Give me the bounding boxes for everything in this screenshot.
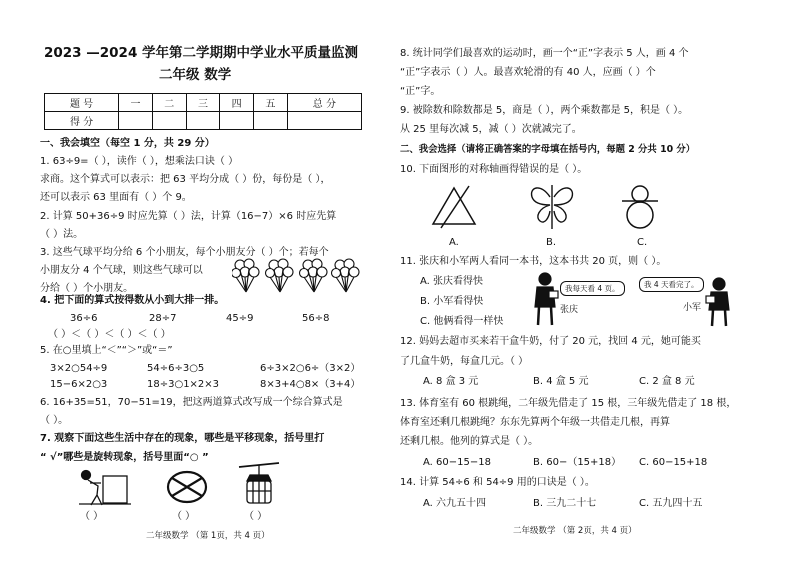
snowman-icon — [620, 181, 660, 233]
q14-option: A. 六九五十四 — [423, 498, 487, 509]
q5-item: 54÷6÷3○5 — [147, 363, 205, 374]
page-footer: 二年级数学 （第 2页，共 4 页） — [513, 526, 637, 536]
triangle-icon — [429, 184, 479, 230]
q11-option: C. 他俩看得一样快 — [420, 316, 504, 327]
q4-expr: 28÷7 — [149, 313, 177, 324]
score-header-cell: 二 — [152, 94, 186, 112]
q3-line: 小朋友分 4 个气球，则这些气球可以 — [40, 265, 203, 276]
score-header-cell: 五 — [254, 94, 288, 112]
q13-option: A. 60−15−18 — [423, 457, 491, 468]
q13-line: 13. 体育室有 60 根跳绳，二年级先借走了 15 根，三年级先借走了 18 根， — [400, 398, 737, 409]
q10-text: 10. 下面图形的对称轴画得错误的是（ ）。 — [400, 164, 588, 175]
q12-line: 12. 妈妈去超市买来若干盒牛奶，付了 20 元，找回 4 元，她可能买 — [400, 336, 701, 347]
q13-line: 还剩几根。他列的算式是（ ）。 — [400, 436, 539, 447]
q9-line: 从 25 里每次减 5，减（ ）次就减完了。 — [400, 124, 582, 135]
score-cell[interactable] — [186, 112, 220, 130]
q9-line: 9. 被除数和除数都是 5，商是（ ），两个乘数都是 5，积是（ ）。 — [400, 105, 689, 116]
cable-car-icon — [237, 461, 281, 507]
q8-line: “正”字表示（ ）人。最喜欢轮滑的有 40 人，应画（ ）个 — [400, 67, 656, 78]
q1-line: 还可以表示 63 里面有（ ）个 9。 — [40, 192, 192, 203]
q5-title: 5. 在○里填上“＜”“＞”或“＝” — [40, 345, 173, 356]
score-table-header-row — [45, 94, 362, 112]
q14-option: B. 三九二十七 — [533, 498, 597, 509]
section-1-title: 一、我会填空（每空 1 分，共 29 分） — [40, 138, 215, 149]
q3-line: 分给（ ）个小朋友。 — [40, 283, 134, 294]
speech-bubble-left: 我每天看 4 页。 — [560, 281, 625, 296]
q12-option: B. 4 盒 5 元 — [533, 376, 589, 387]
name-label-right: 小军 — [683, 303, 702, 313]
q13-option: C. 60−15+18 — [639, 457, 708, 468]
q14-option: C. 五九四十五 — [639, 498, 703, 509]
score-header-cell: 题 号 — [45, 94, 119, 112]
q4-blanks: （ ）＜（ ）＜（ ）＜（ ） — [48, 329, 171, 340]
q6-line: （ ）。 — [40, 415, 69, 426]
right-page — [397, 0, 794, 561]
score-cell[interactable] — [220, 112, 254, 130]
q5-item: 18÷3○1×2×3 — [147, 379, 220, 390]
score-cell[interactable] — [152, 112, 186, 130]
q11-option: A. 张庆看得快 — [420, 276, 484, 287]
speech-bubble-right: 我 4 天看完了。 — [639, 277, 704, 292]
q14-text: 14. 计算 54÷6 和 54÷9 用的口诀是（ ）。 — [400, 477, 595, 488]
section-2-title: 二、我会选择（请将正确答案的字母填在括号内，每题 2 分共 10 分） — [400, 144, 696, 155]
score-header-cell: 四 — [220, 94, 254, 112]
score-cell[interactable] — [254, 112, 288, 130]
q5-item: 6÷3×2○6÷（3×2） — [260, 363, 361, 374]
boy-xiaojun-icon — [705, 276, 733, 328]
fan-icon — [165, 470, 209, 506]
q2-line: 2. 计算 50+36÷9 时应先算（ ）法，计算（16−7）×6 时应先算 — [40, 211, 337, 222]
q8-line: “正”字。 — [400, 86, 441, 97]
q7-answer-blank[interactable]: （ ） — [80, 511, 104, 522]
q7-line: 7. 观察下面这些生活中存在的现象，哪些是平移现象，括号里打 — [40, 433, 325, 444]
q13-line: 体育室还剩几根跳绳？东东先算两个年级一共借走几根，再算 — [400, 417, 670, 428]
q11-text: 11. 张庆和小军两人看同一本书，这本书共 20 页，则（ ）。 — [400, 256, 667, 267]
score-table — [44, 93, 362, 130]
q7-line: “ √”哪些是旋转现象，括号里面“○ ” — [40, 452, 209, 463]
q3-line: 3. 这些气球平均分给 6 个小朋友，每个小朋友分（ ）个；若每个 — [40, 247, 329, 258]
exam-title: 2023 —2024 学年第二学期期中学业水平质量监测 — [44, 45, 359, 61]
q6-line: 6. 16+35=51，70−51=19，把这两道算式改写成一个综合算式是 — [40, 397, 343, 408]
score-cell[interactable] — [119, 112, 153, 130]
q12-option: C. 2 盒 8 元 — [639, 376, 695, 387]
score-cell[interactable] — [287, 112, 361, 130]
q2-line: （ ）法。 — [40, 229, 84, 240]
score-row-label: 得 分 — [45, 112, 119, 130]
page-footer: 二年级数学 （第 1页，共 4 页） — [146, 531, 270, 541]
score-header-cell: 总 分 — [287, 94, 361, 112]
score-header-cell: 一 — [119, 94, 153, 112]
q10-option: C. — [637, 237, 648, 248]
q7-answer-blank[interactable]: （ ） — [172, 511, 196, 522]
q4-expr: 56÷8 — [302, 313, 330, 324]
pushing-box-icon — [75, 467, 135, 507]
q12-line: 了几盒牛奶，每盒几元。（ ） — [400, 356, 529, 367]
q10-option: B. — [546, 237, 557, 248]
q4-expr: 36÷6 — [70, 313, 98, 324]
butterfly-icon — [527, 183, 577, 231]
q1-line: 1. 63÷9=（ ），读作（ ），想乘法口诀（ ） — [40, 156, 239, 167]
q5-item: 8×3+4○8×（3+4） — [260, 379, 361, 390]
q10-option: A. — [449, 237, 459, 248]
q13-option: B. 60−（15+18） — [533, 457, 622, 468]
score-header-cell: 三 — [186, 94, 220, 112]
q8-line: 8. 统计同学们最喜欢的运动时，画一个“正”字表示 5 人，画 4 个 — [400, 48, 689, 59]
q1-line: 求商。这个算式可以表示：把 63 平均分成（ ）份，每份是（ ）， — [40, 174, 331, 185]
q12-option: A. 8 盒 3 元 — [423, 376, 479, 387]
q5-item: 3×2○54÷9 — [50, 363, 108, 374]
boy-zhangqing-icon — [531, 271, 559, 327]
name-label-left: 张庆 — [560, 305, 579, 315]
q11-option: B. 小军看得快 — [420, 296, 484, 307]
q4-expr: 45÷9 — [226, 313, 254, 324]
q4-title: 4. 把下面的算式按得数从小到大排一排。 — [40, 295, 225, 306]
exam-subtitle: 二年级 数学 — [159, 67, 232, 83]
score-table-score-row — [45, 112, 362, 130]
q7-answer-blank[interactable]: （ ） — [244, 511, 268, 522]
balloons-icon — [232, 256, 362, 296]
q5-item: 15−6×2○3 — [50, 379, 108, 390]
